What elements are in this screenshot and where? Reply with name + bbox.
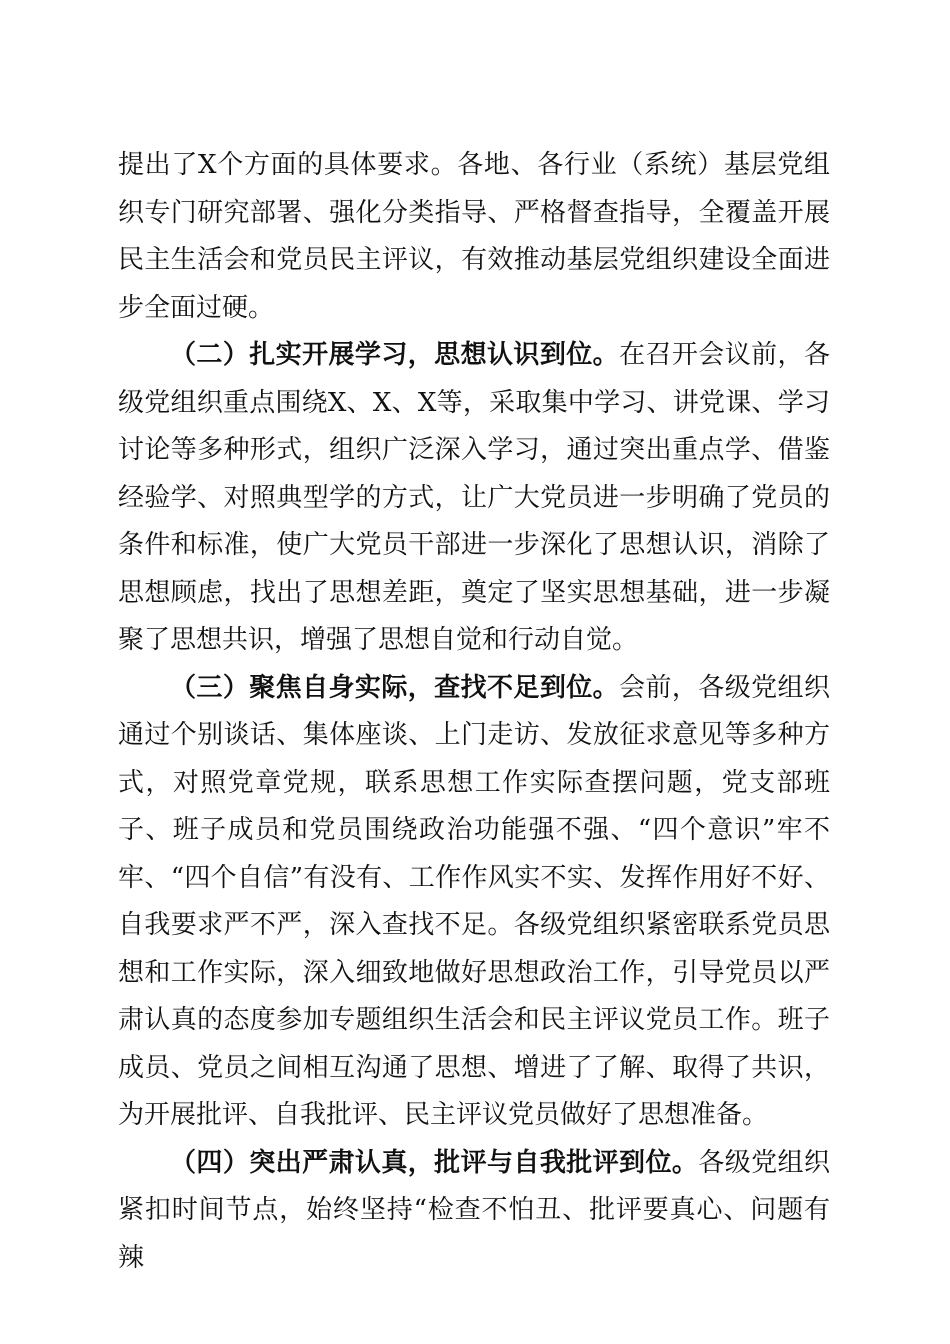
paragraph-section-2: [118, 332, 830, 665]
paragraph-section-3: [118, 665, 830, 1140]
paragraph-section-4: [118, 1140, 830, 1283]
paragraph-body: 提出了X个方面的具体要求。各地、各行业（系统）基层党组织专门研究部署、强化分类指导、严格督查指导，全覆盖开展民主生活会和党员民主评议，有效推动基层党组织建设全面进步全面过硬。: [118, 150, 830, 323]
paragraph-continuation: [118, 142, 830, 332]
document-page: [118, 142, 830, 1282]
section-heading: （四）突出严肃认真，批评与自我批评到位。: [170, 1147, 699, 1178]
section-heading: （三）聚焦自身实际，查找不足到位。: [170, 672, 620, 703]
paragraph-body: 会前，各级党组织通过个别谈话、集体座谈、上门走访、发放征求意见等多种方式，对照党章党规，联系思想工作实际查摆问题，党支部班子、班子成员和党员围绕政治功能强不强、“四个意识”牢不牢、“四个自信”有没有、工作作风实不实、发挥作用好不好、自我要求严不严，深入查找不足。各级党组织紧密联系党员思想和工作实际，深入细致地做好思想政治工作，引导党员以严肃认真的态度参加专题组织生活会和民主评议党员工作。班子成员、党员之间相互沟通了思想、增进了了解、取得了共识，为开展批评、自我批评、民主评议党员做好了思想准备。: [118, 672, 830, 1130]
paragraph-body: 在召开会议前，各级党组织重点围绕X、X、X等，采取集中学习、讲党课、学习讨论等多种形式，组织广泛深入学习，通过突出重点学、借鉴经验学、对照典型学的方式，让广大党员进一步明确了党员的条件和标准，使广大党员干部进一步深化了思想认识，消除了思想顾虑，找出了思想差距，奠定了坚实思想基础，进一步凝聚了思想共识，增强了思想自觉和行动自觉。: [118, 340, 830, 655]
section-heading: （二）扎实开展学习，思想认识到位。: [170, 340, 620, 370]
paragraph-body: 各级党组织紧扣时间节点，始终坚持“检查不怕丑、批评要真心、问题有辣: [118, 1147, 830, 1273]
